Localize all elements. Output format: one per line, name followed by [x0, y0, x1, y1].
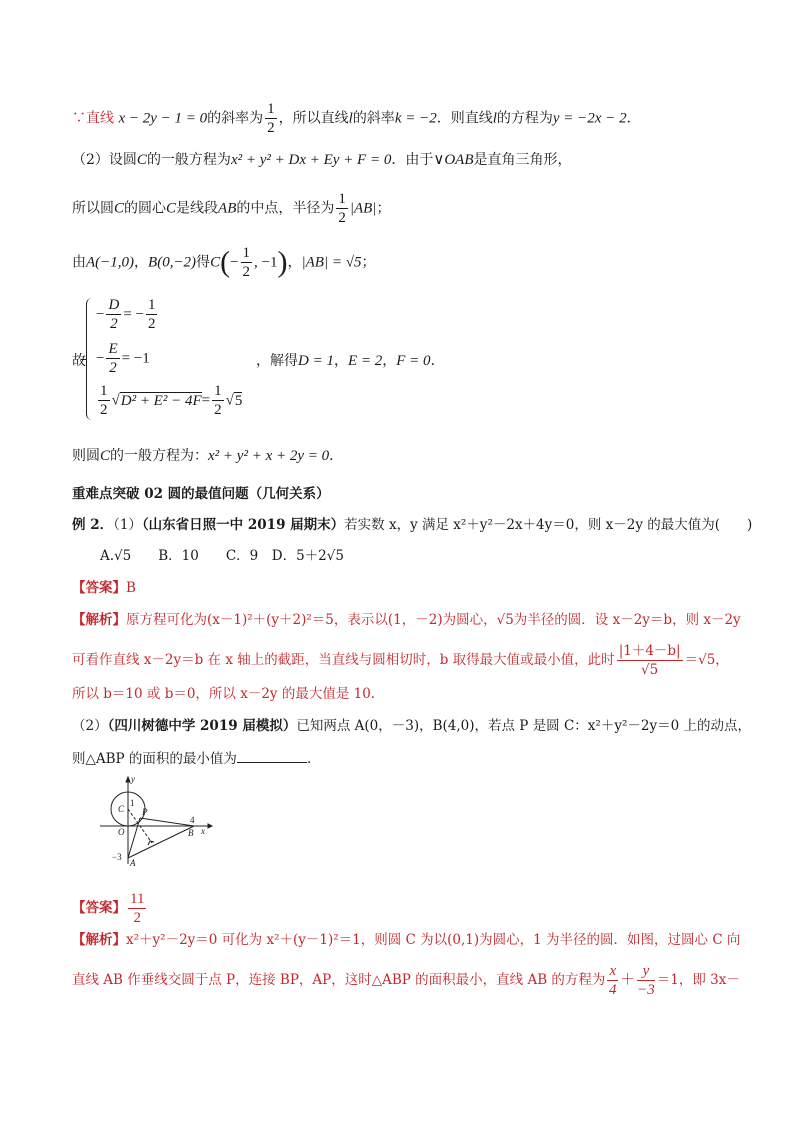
label-neg3: −3 [112, 852, 122, 862]
fraction-half: $\frac{1}{2}$ [267, 101, 275, 136]
answer-options: A.√5 B．10 C．9 D．5＋2√5 [100, 548, 344, 564]
left-brace [86, 298, 95, 420]
segment-ab [128, 826, 194, 858]
equation-row-3: $\frac{1}{2}$ √D² + E² − 4F= $\frac{1}{2}$ √5 [100, 383, 243, 418]
label-p: P [142, 807, 148, 817]
solution-line-slope: ∵直线 x − 2y − 1 = 0的斜率为 $\frac{1}{2}$ ，所以直线l的斜率k = −2．则直线l的方程为y = −2x − 2． [72, 101, 641, 136]
fraction-half: $\frac{1}{2}$ [242, 245, 251, 280]
label-y: y [131, 774, 135, 784]
y-axis-arrow [126, 777, 130, 782]
analysis-2-line-1: 【解析】x²＋y²－2y＝0 可化为 x²＋(y－1)²＝1，则圆 C 为以(0,1)为圆心，1 为半径的圆．如图，过圆心 C 向 [72, 932, 741, 948]
example-2-part-1: 例 2．（1）（山东省日照一中 2019 届期末）若实数 x，y 满足 x²＋y²－2x＋4y＝0，则 x－2y 的最大值为( ) [72, 517, 753, 533]
solution-line-points: 由A(−1,0)，B(0,−2)得C(− $\frac{1}{2}$ , −1)，|AB| = √5； [72, 245, 376, 280]
equation-system: 故 − $\frac{D}{2}$ = − $\frac{1}{2}$ − $\frac{E}{2}$ = −1 $\frac{1}{2}$ √D² + E² − 4F= $\frac{1}{2}$ √5 ，解得D = 1，E = 2，F = 0． [72, 297, 445, 418]
segment-ap [128, 818, 140, 858]
solution-line-center: 所以圆C的圆心C是线段AB的中点，半径为 $\frac{1}{2}$ |AB|； [72, 191, 391, 226]
label-x: x [201, 826, 205, 836]
label-4: 4 [190, 815, 195, 825]
segment-bp [140, 818, 194, 826]
analysis-1-line-3: 所以 b＝10 或 b＝0，所以 x－2y 的最大值是 10. [72, 686, 376, 702]
x-axis-arrow [208, 824, 212, 828]
analysis-2-line-2: 直线 AB 作垂线交圆于点 P，连接 BP，AP，这时△ABP 的面积最小，直线 AB 的方程为 $\frac{x}{4}$ ＋ $\frac{y}{-3}$ ＝1，即 3x－ [72, 963, 740, 998]
equation-row-1: − $\frac{D}{2}$ = − $\frac{1}{2}$ [96, 297, 156, 332]
label-a: A [130, 858, 136, 868]
example-2-part-2: （2）（四川树德中学 2019 届模拟）已知两点 A(0，－3)，B(4,0)，若点 P 是圆 C：x²＋y²－2y＝0 上的动点， [72, 718, 751, 734]
section-heading: 重难点突破 02 圆的最值问题（几何关系） [72, 486, 330, 502]
label-o: O [118, 827, 125, 837]
answer-2: 【答案】 $\frac{11}{2}$ [72, 891, 145, 926]
answer-1: 【答案】B [72, 580, 136, 596]
solution-line-final: 则圆C的一般方程为：x² + y² + x + 2y = 0． [72, 448, 344, 464]
geometry-figure [96, 772, 216, 868]
answer-blank [237, 748, 307, 763]
analysis-1-line-1: 【解析】原方程可化为(x－1)²＋(y＋2)²＝5，表示以(1，－2)为圆心，√5为半径的圆．设 x－2y＝b，则 x－2y [72, 612, 741, 628]
example-2-part-2-line-2: 则△ABP 的面积的最小值为 ． [72, 748, 320, 769]
label-1: 1 [130, 798, 135, 808]
right-angle-mark [148, 841, 154, 845]
solution-line-general-equation: （2）设圆C的一般方程为x² + y² + Dx + Ey + F = 0．由于∨OAB是直角三角形， [72, 152, 572, 168]
label-c: C [118, 804, 125, 814]
label-b: B [188, 828, 194, 838]
fraction-half: $\frac{1}{2}$ [338, 191, 346, 226]
analysis-1-line-2: 可看作直线 x－2y＝b 在 x 轴上的截距，当直线与圆相切时，b 取得最大值或最小值，此时 $\frac{|1+4-b|}{√5}$ ＝√5， [72, 643, 729, 678]
system-solution: ，解得D = 1，E = 2，F = 0． [256, 353, 445, 369]
equation-row-2: − $\frac{E}{2}$ = −1 [96, 341, 150, 376]
